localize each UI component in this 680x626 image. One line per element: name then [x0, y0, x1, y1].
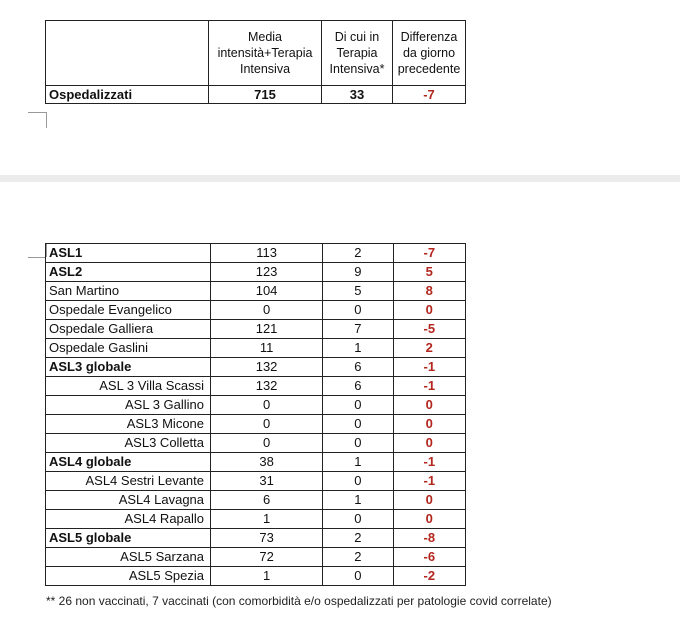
table-row	[46, 491, 466, 510]
row-diff: 2	[393, 339, 465, 358]
row-ti: 0	[323, 301, 393, 320]
table-row	[46, 472, 466, 491]
row-media: 6	[211, 491, 323, 510]
row-diff: -1	[393, 377, 465, 396]
row-name: ASL4 Sestri Levante	[46, 472, 211, 491]
row-diff: -8	[393, 529, 465, 548]
row-name: ASL3 globale	[46, 358, 211, 377]
row-name: ASL3 Micone	[46, 415, 211, 434]
row-ti: 9	[323, 263, 393, 282]
row-name: ASL 3 Villa Scassi	[46, 377, 211, 396]
table-row	[46, 320, 466, 339]
row-media: 31	[211, 472, 323, 491]
row-ti: 0	[323, 434, 393, 453]
summary-name: Ospedalizzati	[46, 86, 209, 104]
table-row	[46, 529, 466, 548]
row-diff: 0	[393, 396, 465, 415]
summary-header-row	[46, 21, 466, 86]
table-row	[46, 282, 466, 301]
row-media: 0	[211, 434, 323, 453]
table-row	[46, 263, 466, 282]
row-name: ASL5 globale	[46, 529, 211, 548]
page-break-band	[0, 175, 680, 182]
table-row	[46, 453, 466, 472]
summary-table	[45, 20, 466, 104]
row-ti: 5	[323, 282, 393, 301]
row-media: 0	[211, 301, 323, 320]
summary-diff: -7	[393, 86, 466, 104]
row-media: 121	[211, 320, 323, 339]
row-diff: 0	[393, 510, 465, 529]
table-row	[46, 301, 466, 320]
table-row	[46, 244, 466, 263]
row-name: Ospedale Evangelico	[46, 301, 211, 320]
row-diff: -7	[393, 244, 465, 263]
row-ti: 6	[323, 377, 393, 396]
row-media: 38	[211, 453, 323, 472]
row-ti: 2	[323, 548, 393, 567]
header-cell-media: Media intensità+Terapia Intensiva	[209, 21, 322, 86]
row-name: ASL5 Spezia	[46, 567, 211, 586]
page-corner-mark	[28, 257, 46, 258]
row-ti: 2	[323, 244, 393, 263]
summary-row-ospedalizzati	[46, 86, 466, 104]
table-row	[46, 567, 466, 586]
header-cell-ti: Di cui in Terapia Intensiva*	[322, 21, 393, 86]
row-media: 0	[211, 396, 323, 415]
hospital-table	[45, 243, 466, 586]
row-ti: 0	[323, 472, 393, 491]
row-diff: -1	[393, 472, 465, 491]
row-media: 1	[211, 510, 323, 529]
table-row	[46, 339, 466, 358]
row-media: 132	[211, 358, 323, 377]
row-media: 73	[211, 529, 323, 548]
footnote: ** 26 non vaccinati, 7 vaccinati (con comorbidità e/o ospedalizzati per patologie covid correlate)	[46, 594, 552, 608]
row-diff: -1	[393, 453, 465, 472]
row-media: 113	[211, 244, 323, 263]
row-diff: 8	[393, 282, 465, 301]
row-diff: 0	[393, 301, 465, 320]
row-diff: -2	[393, 567, 465, 586]
row-ti: 1	[323, 453, 393, 472]
row-ti: 1	[323, 339, 393, 358]
row-name: ASL3 Colletta	[46, 434, 211, 453]
row-ti: 7	[323, 320, 393, 339]
row-name: ASL2	[46, 263, 211, 282]
row-name: ASL 3 Gallino	[46, 396, 211, 415]
table-row	[46, 396, 466, 415]
table-row	[46, 377, 466, 396]
table-row	[46, 510, 466, 529]
row-name: ASL4 globale	[46, 453, 211, 472]
row-diff: 0	[393, 415, 465, 434]
summary-ti: 33	[322, 86, 393, 104]
row-media: 72	[211, 548, 323, 567]
row-diff: -5	[393, 320, 465, 339]
row-name: Ospedale Galliera	[46, 320, 211, 339]
row-media: 123	[211, 263, 323, 282]
row-ti: 6	[323, 358, 393, 377]
row-media: 104	[211, 282, 323, 301]
row-name: ASL1	[46, 244, 211, 263]
row-name: Ospedale Gaslini	[46, 339, 211, 358]
row-diff: 0	[393, 491, 465, 510]
table-row	[46, 434, 466, 453]
row-diff: 0	[393, 434, 465, 453]
row-media: 1	[211, 567, 323, 586]
row-ti: 0	[323, 567, 393, 586]
page-corner-mark	[28, 112, 46, 113]
row-diff: 5	[393, 263, 465, 282]
table-row	[46, 548, 466, 567]
row-diff: -1	[393, 358, 465, 377]
row-name: ASL4 Lavagna	[46, 491, 211, 510]
page-corner-mark	[28, 112, 47, 128]
row-ti: 0	[323, 415, 393, 434]
header-cell-name	[46, 21, 209, 86]
hospital-table-body	[46, 244, 466, 586]
row-name: ASL4 Rapallo	[46, 510, 211, 529]
row-diff: -6	[393, 548, 465, 567]
row-name: San Martino	[46, 282, 211, 301]
row-ti: 2	[323, 529, 393, 548]
header-cell-diff: Differenza da giorno precedente	[393, 21, 466, 86]
summary-media: 715	[209, 86, 322, 104]
table-row	[46, 415, 466, 434]
row-ti: 0	[323, 510, 393, 529]
row-media: 11	[211, 339, 323, 358]
row-media: 132	[211, 377, 323, 396]
table-row	[46, 358, 466, 377]
row-ti: 1	[323, 491, 393, 510]
row-media: 0	[211, 415, 323, 434]
row-ti: 0	[323, 396, 393, 415]
row-name: ASL5 Sarzana	[46, 548, 211, 567]
